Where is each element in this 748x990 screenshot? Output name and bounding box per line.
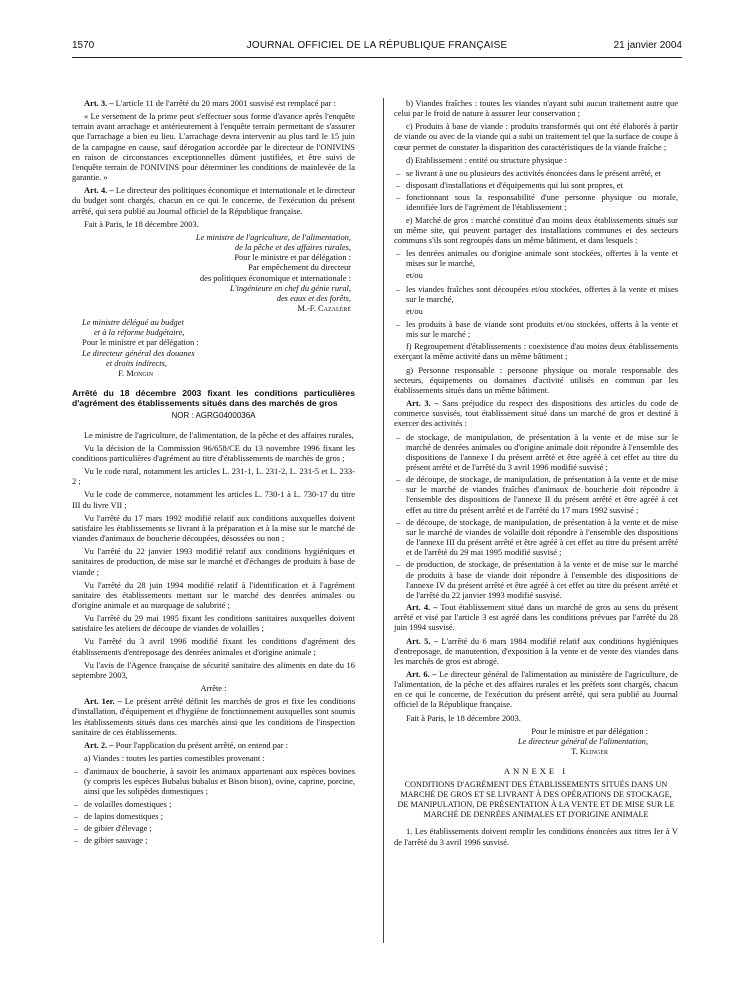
visa-9: Vu l'avis de l'Agence française de sécurité sanitaire des aliments en date du 16 septembre 2003, xyxy=(72,659,355,680)
article-2: Art. 2. – Pour l'application du présent arrêté, on entend par : xyxy=(84,739,288,750)
annex-point-1: 1. Les établissements doivent remplir les conditions énoncées aux titres Ier à V de l'arrêté du 3 avril 1996 susvisé. xyxy=(394,826,678,847)
and-or: et/ou xyxy=(406,270,423,281)
visa-6: Vu l'arrêté du 28 juin 1994 modifié relatif à l'identification et à l'agrément sanitaire des établissements mettant sur le marché des denrées animales ou d'origine animale et au marquage de salubrité ; xyxy=(72,579,355,610)
article-1: Art. 1er. – Le présent arrêté définit les marchés de gros et fixe les conditions d'installation, d'équipement et d'hygiène de fonctionnement auxquelles sont soumis les établissements situés dans ces marchés ainsi que les conditions de l'inspection sanitaire de ces établissements. xyxy=(72,696,355,737)
definition-d-item: – disposant d'installations et d'équipements qui lui sont propres, et xyxy=(394,180,678,190)
article-3-item: – de découpe, de stockage, de manipulation, de présentation à la vente et de mise sur le marché de viandes fraîches d'animaux de boucherie doit répondre à l'ensemble des dispositions de l'annexe II du présent arrêté et être agréé à cet effet au titre du présent arrêté et de l'arrêté du 17 mars 1992 susvisé ; xyxy=(394,474,678,515)
definition-a-item: – de volailles domestiques ; xyxy=(72,799,355,809)
article-3: Art. 3. – Sans préjudice du respect des dispositions des articles du code de commerce susvisés, tout établissement situé dans un marché de gros et destiné à exercer des activités : xyxy=(394,398,678,429)
visa-4: Vu l'arrêté du 17 mars 1992 modifié relatif aux conditions auxquelles doivent satisfaire les établissements se livrant à la préparation et à la mise sur le marché de viandes d'animaux de boucherie découpées, désossées ou non ; xyxy=(72,512,355,544)
definition-g: g) Personne responsable : personne physique ou morale responsable des secteurs, équipements ou domaines d'activité utilisés en commun par les établissements situés dans un même bâtiment. xyxy=(394,364,678,395)
arrete-heading: Arrête : xyxy=(200,683,227,694)
article-3-item: – de découpe, de stockage, de manipulation, de présentation à la vente et de mise sur le marché de viandes de volaille doit répondre à l'ensemble des dispositions de l'annexe III du présent arrêté et être agréé à cet effet au titre du présent arrêté et de l'arrêté du 29 mai 1995 modifié susvisé ; xyxy=(394,517,678,558)
definition-e-item: – les produits à base de viande sont produits et/ou stockées, offerts à la vente et mis sur le marché ; xyxy=(394,319,678,339)
signature-block-2: Le ministre délégué au budget et à la réforme budgétaire, Pour le ministre et par délégation : Le directeur général des douanes et droits indirects, F. Mongin xyxy=(82,317,199,378)
visa-3: Vu le code de commerce, notamment les articles L. 730-1 à L. 730-17 du titre III du livre VII ; xyxy=(72,489,355,510)
signature-block-3: Pour le ministre et par délégation : Le directeur général de l'alimentation, T. Klinger xyxy=(517,725,648,757)
fait-a-paris: Fait à Paris, le 18 décembre 2003. xyxy=(84,218,199,229)
definition-e-item: – les denrées animales ou d'origine animale sont stockées, offertes à la vente et mises sur le marché, xyxy=(394,248,678,268)
definition-e-item: – les viandes fraîches sont découpées et/ou stockées, offertes à la vente et mises sur le marché, xyxy=(394,284,678,304)
page-number: 1570 xyxy=(72,40,95,51)
definition-a-item: – d'animaux de boucherie, à savoir les animaux appartenant aux espèces bovines (y compris les espèces Bubalus bubalus et Bison bison), ovine, caprine, porcine, ainsi que les solipèdes domestiques ; xyxy=(72,766,355,796)
decree-title: Arrêté du 18 décembre 2003 fixant les conditions particulières d'agrément des établissements situés dans des marchés de gros xyxy=(72,388,355,409)
and-or: et/ou xyxy=(406,305,423,316)
issue-date: 21 janvier 2004 xyxy=(613,40,682,51)
article-4: Art. 4. – Tout établissement situé dans un marché de gros au sens du présent arrêté et visé par l'article 3 est agréé dans les conditions prévues par l'arrêté du 28 juin 1994 susvisé. xyxy=(394,602,678,633)
definition-b: b) Viandes fraîches : toutes les viandes n'ayant subi aucun traitement autre que celui par le froid de nature à assurer leur conservation ; xyxy=(394,98,678,119)
visa-8: Vu l'arrêté du 3 avril 1996 modifié fixant les conditions d'agrément des établissements d'entreposage des denrées animales et d'origine animale ; xyxy=(72,636,355,657)
definition-a: a) Viandes : toutes les parties comestibles provenant : xyxy=(84,753,265,763)
header-rule xyxy=(72,57,682,58)
article-6: Art. 6. – Le directeur général de l'alimentation au ministère de l'agriculture, de l'alimentation, de la pêche et des affaires rurales et les préfets sont chargés, chacun en ce qui le concerne, de l'exécution du présent arrêté, qui sera publié au Journal officiel de la République française. xyxy=(394,668,679,710)
visa-1: Vu la décision de la Commission 96/658/CE du 13 novembre 1996 fixant les conditions particulières d'agrément au titre d'établissements de marchés de gros ; xyxy=(72,442,355,463)
definition-f: f) Regroupement d'établissements : coexistence d'au moins deux établissements exerçant la même activité dans un même bâtiment ; xyxy=(394,341,678,362)
definition-a-item: – de gibier d'élevage ; xyxy=(72,823,355,833)
left-column xyxy=(72,98,355,847)
definition-d: d) Etablissement : entité ou structure physique : xyxy=(406,154,567,165)
article-5: Art. 5. – L'arrêté du 6 mars 1984 modifié relatif aux conditions hygiéniques d'entreposage, de manutention, d'exposition à la vente et de vente des viandes dans les marchés de gros est abrogé. xyxy=(394,635,679,666)
annex-title: CONDITIONS D'AGRÉMENT DES ÉTABLISSEMENTS SITUÉS DANS UN MARCHÉ DE GROS ET SE LIVRANT À DES OPÉRATIONS DE STOCKAGE, DE MANIPULATION, DE PRÉSENTATION À LA VENTE ET DE MISE SUR LE MARCHÉ DE DENRÉES ANIMALES ET D'ORIGINE ANIMALE xyxy=(397,780,675,820)
definition-e: e) Marché de gros : marché constitué d'au moins deux établissements situés sur un même site, qui peuvent partager des installations communes et des secteurs communs s'ils sont regroupés dans un même bâtiment, et dans lesquels : xyxy=(394,214,678,245)
article-3-intro: Art. 3. – L'article 11 de l'arrêté du 20 mars 2001 susvisé est remplacé par : xyxy=(84,98,336,108)
visa-7: Vu l'arrêté du 29 mai 1995 fixant les conditions sanitaires auxquelles doivent satisfaire les ateliers de découpe de viandes de volailles ; xyxy=(72,613,355,634)
fait-a-paris: Fait à Paris, le 18 décembre 2003. xyxy=(406,712,521,723)
right-column xyxy=(394,98,678,850)
annex-heading: ANNEXE I xyxy=(503,766,569,777)
signature-block-1: Le ministre de l'agriculture, de l'alimentation, de la pêche et des affaires rurales, Pour le ministre et par délégation : Par empêchement du directeur des politiques économique et internationale : L'ingénieure en chef du génie rural, des eaux et des forêts, M.-F. Cazalère xyxy=(195,231,351,313)
definition-a-item: – de gibier sauvage ; xyxy=(72,835,355,845)
definition-a-item: – de lapins domestiques ; xyxy=(72,811,355,821)
definition-d-item: – se livrant à une ou plusieurs des activités énoncées dans le présent arrêté, et xyxy=(394,168,678,178)
page-header xyxy=(72,40,682,56)
article-3-item: – de stockage, de manipulation, de présentation à la vente et de mise sur le marché de denrées animales ou d'origine animale doit répondre à l'ensemble des dispositions de l'annexe I du présent arrêté et être agréé à cet effet au titre du présent arrêté et de l'arrêté du 3 avril 1996 modifié susvisé ; xyxy=(394,432,678,473)
article-3-quote: « Le versement de la prime peut s'effectuer sous forme d'avance après l'enquête terrain avant arrachage et antérieurement à l'enquête terrain permettant de s'assurer que l'arrachage a bien eu lieu. L'arrachage devra intervenir au plus tard le 15 juin de la campagne en cause, sauf dérogation accordée par le directeur de l'ONIVINS en raison de circonstances exceptionnelles dûment justifiées, et être suivi de l'enquête terrain de l'ONIVINS pour déterminer les conditions de mainlevée de la garantie. » xyxy=(72,111,355,183)
visa-2: Vu le code rural, notamment les articles L. 231-1, L. 231-2, L. 231-5 et L. 233-2 ; xyxy=(72,466,355,487)
journal-title: JOURNAL OFFICIEL DE LA RÉPUBLIQUE FRANÇAISE xyxy=(246,40,508,51)
article-4: Art. 4. – Le directeur des politiques économique et internationale et le directeur du budget sont chargés, chacun en ce qui le concerne, de l'exécution du présent arrêté, qui sera publié au Journal officiel de la République française. xyxy=(72,185,356,216)
column-divider xyxy=(383,98,384,943)
definition-c: c) Produits à base de viande : produits transformés qui ont été élaborés à partir de viande ou avec de la viande qui a subi un traitement tel que la surface de coupe à cœur permet de constater la disparition des caractéristiques de la viande fraîche ; xyxy=(394,121,678,152)
visa-5: Vu l'arrêté du 22 janvier 1993 modifié relatif aux conditions hygiéniques et sanitaires de production, de mise sur le marché et d'échanges de produits à base de viande ; xyxy=(72,546,355,577)
definition-d-item: – fonctionnant sous la responsabilité d'une personne physique ou morale, identifiée lors de l'agrément de l'établissement ; xyxy=(394,192,678,212)
nor-reference: NOR : AGRG0400036A xyxy=(171,411,256,421)
article-3-item: – de production, de stockage, de présentation à la vente et de mise sur le marché de produits à base de viande doit répondre à l'ensemble des dispositions de l'annexe IV du présent arrêté et être agréé à cet effet au titre du présent arrêté et de l'arrêté du 22 janvier 1993 modifié susvisé. xyxy=(394,559,678,600)
preamble: Le ministre de l'agriculture, de l'alimentation, de la pêche et des affaires rurales, xyxy=(84,429,354,440)
